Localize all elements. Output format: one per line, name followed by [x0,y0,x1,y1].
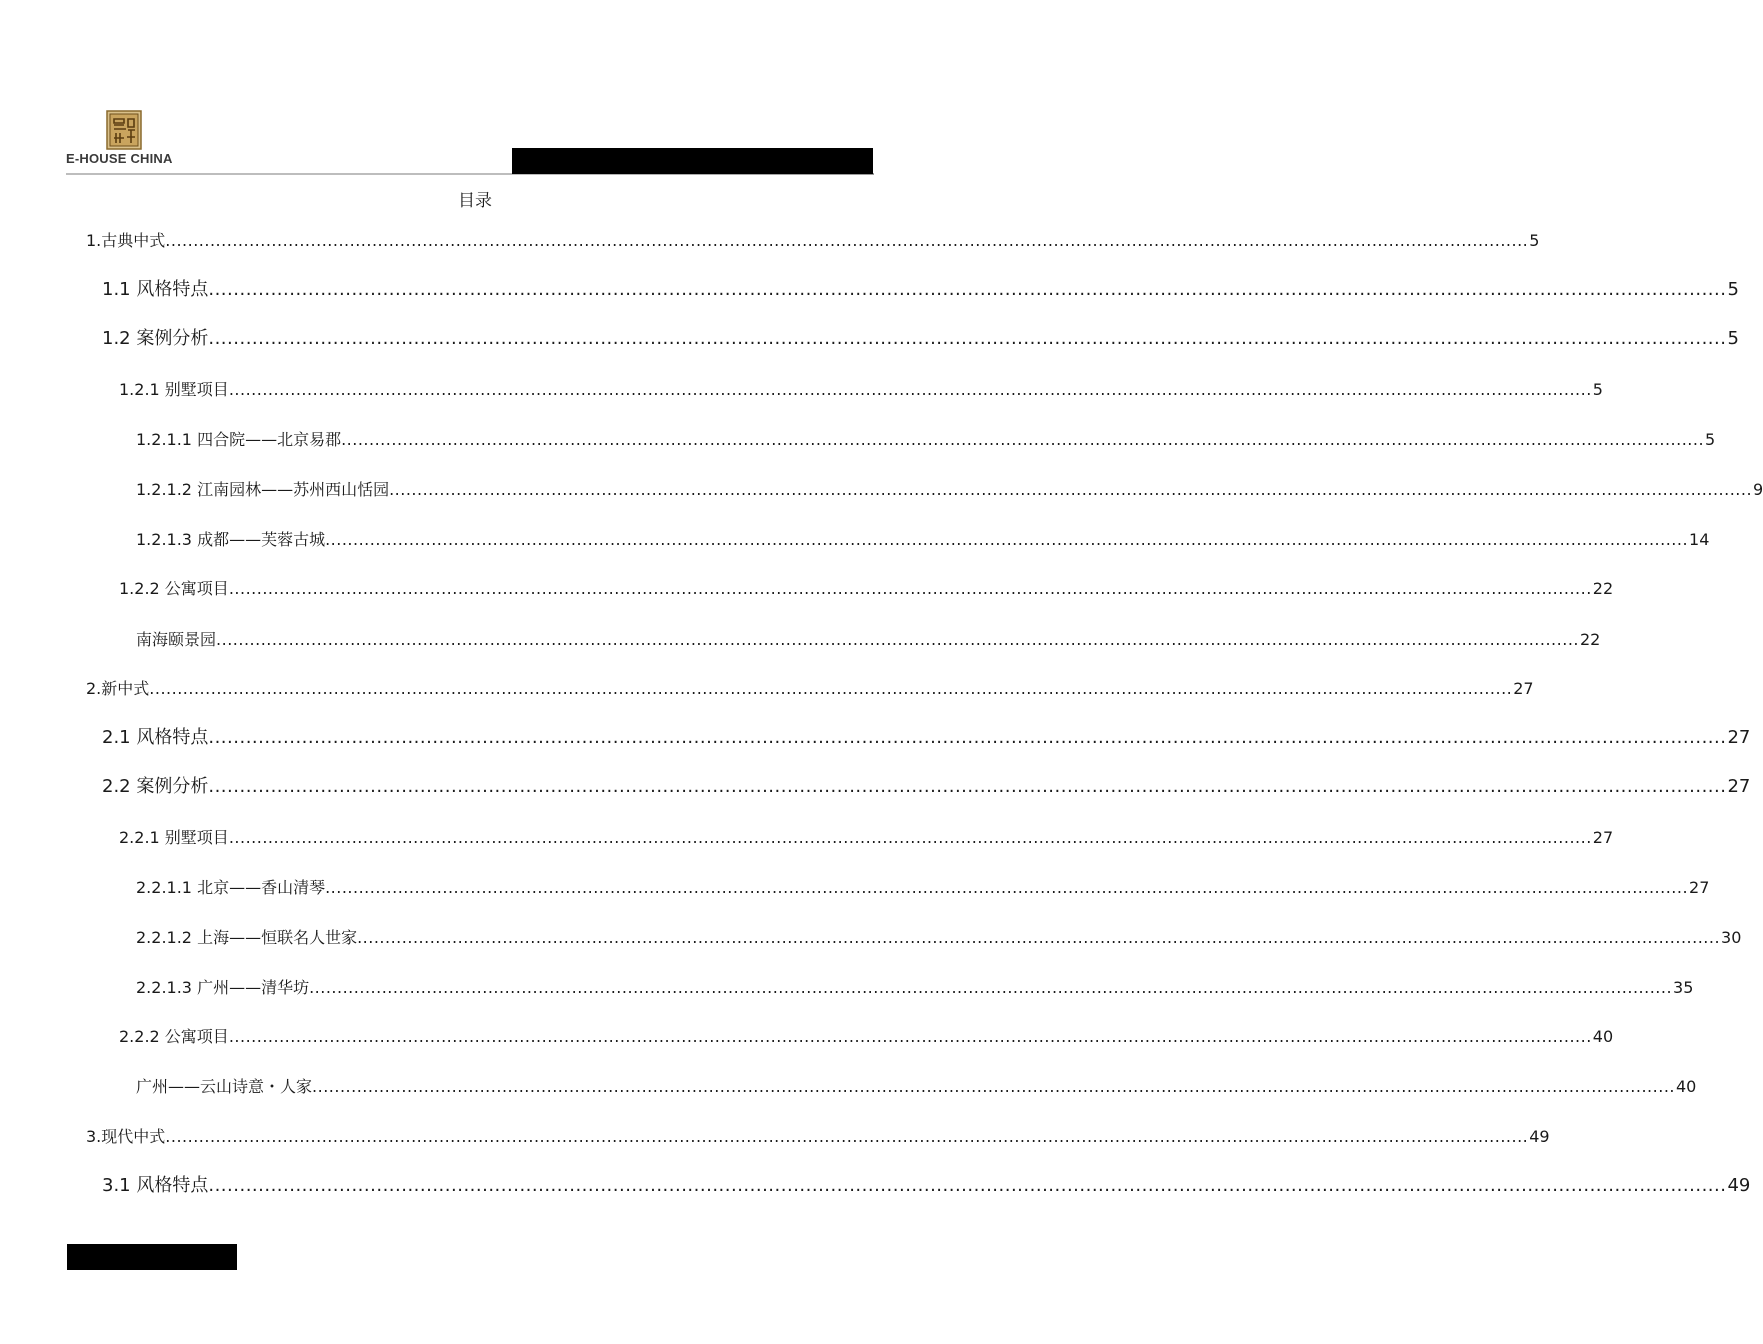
toc-entry-page: 14 [1689,530,1710,549]
toc-entry-label: 2.2.1 别墅项目 [119,828,229,847]
toc-entry[interactable] [102,326,1739,352]
toc-entry-page: 27 [1513,679,1534,698]
toc-entry[interactable] [136,527,1710,553]
toc-entry-page: 49 [1529,1127,1550,1146]
toc-leader-dots: .................................................................................................................................................................................................................................................... [312,1077,1675,1096]
toc-entry[interactable] [119,576,1614,602]
toc-entry-page: 5 [1727,328,1739,349]
toc-entry[interactable] [136,975,1694,1001]
toc-entry[interactable] [102,725,1751,751]
toc-entry[interactable] [102,277,1739,303]
logo-seal-icon [106,110,142,150]
toc-entry-label: 1.2.1.2 江南园林——苏州西山恬园 [136,480,390,499]
toc-entry-label: 1.2.1.3 成都——芙蓉古城 [136,530,326,549]
toc-leader-dots: .................................................................................................................................................................................................................................................... [208,727,1727,748]
toc-entry-page: 27 [1727,776,1751,797]
company-logo [66,110,196,170]
toc-leader-dots: .................................................................................................................................................................................................................................................... [389,480,1753,499]
toc-entry-label: 2.1 风格特点 [102,727,209,748]
toc-entry-label: 广州——云山诗意・人家 [136,1077,313,1096]
toc-entry[interactable] [102,774,1751,800]
toc-entry-label: 2.新中式 [86,679,150,698]
toc-leader-dots: .................................................................................................................................................................................................................................................... [165,231,1529,250]
toc-entry[interactable] [86,676,1534,702]
logo-text: E-HOUSE CHINA [66,151,173,166]
toc-leader-dots: .................................................................................................................................................................................................................................................... [208,1175,1727,1196]
toc-leader-dots: .................................................................................................................................................................................................................................................... [341,430,1705,449]
toc-leader-dots: .................................................................................................................................................................................................................................................... [309,978,1673,997]
toc-entry-label: 1.2.2 公寓项目 [119,579,229,598]
toc-entry[interactable] [136,1074,1697,1100]
toc-entry[interactable] [136,427,1716,453]
toc-entry[interactable] [136,875,1710,901]
toc-entry[interactable] [136,627,1601,653]
header-black-bar [512,148,873,174]
toc-leader-dots: .................................................................................................................................................................................................................................................... [325,530,1689,549]
toc-entry-page: 27 [1727,727,1751,748]
toc-entry[interactable] [102,1173,1751,1199]
toc-entry[interactable] [119,1024,1614,1050]
toc-leader-dots: .................................................................................................................................................................................................................................................... [357,928,1721,947]
toc-leader-dots: .................................................................................................................................................................................................................................................... [325,878,1689,897]
toc-entry-label: 1.2.1 别墅项目 [119,380,229,399]
toc-leader-dots: .................................................................................................................................................................................................................................................... [228,380,1592,399]
toc-entry-page: 22 [1592,579,1614,598]
toc-leader-dots: .................................................................................................................................................................................................................................................... [149,679,1513,698]
toc-entry-page: 27 [1592,828,1614,847]
toc-entry-label: 1.1 风格特点 [102,279,209,300]
toc-entry-label: 南海颐景园 [136,630,217,649]
toc-leader-dots: .................................................................................................................................................................................................................................................... [208,279,1727,300]
toc-entry-label: 3.1 风格特点 [102,1175,209,1196]
toc-entry-page: 35 [1673,978,1694,997]
toc-entry[interactable] [136,925,1742,951]
toc-entry[interactable] [86,1124,1550,1150]
toc-entry[interactable] [119,825,1614,851]
toc-leader-dots: .................................................................................................................................................................................................................................................... [208,328,1727,349]
toc-entry-page: 22 [1579,630,1601,649]
toc-entry[interactable] [136,477,1763,503]
toc-entry-page: 40 [1592,1027,1614,1046]
toc-entry-label: 1.古典中式 [86,231,166,250]
toc-leader-dots: .................................................................................................................................................................................................................................................... [165,1127,1529,1146]
toc-entry-label: 1.2 案例分析 [102,328,209,349]
toc-entry-label: 2.2.1.2 上海——恒联名人世家 [136,928,358,947]
toc-entry-label: 2.2.1.1 北京——香山清琴 [136,878,326,897]
toc-leader-dots: .................................................................................................................................................................................................................................................... [228,828,1592,847]
toc-entry-page: 30 [1721,928,1742,947]
toc-entry-page: 5 [1529,231,1540,250]
toc-leader-dots: .................................................................................................................................................................................................................................................... [216,630,1579,649]
toc-title: 目录 [458,191,492,211]
toc-leader-dots: .................................................................................................................................................................................................................................................... [228,1027,1592,1046]
toc-entry-label: 1.2.1.1 四合院——北京易郡 [136,430,342,449]
toc-entry-label: 2.2.1.3 广州——清华坊 [136,978,310,997]
toc-leader-dots: .................................................................................................................................................................................................................................................... [228,579,1592,598]
toc-entry-page: 5 [1727,279,1739,300]
toc-entry-label: 2.2 案例分析 [102,776,209,797]
toc-entry-label: 2.2.2 公寓项目 [119,1027,229,1046]
toc-entry-label: 3.现代中式 [86,1127,166,1146]
toc-entry-page: 40 [1675,1077,1697,1096]
toc-leader-dots: .................................................................................................................................................................................................................................................... [208,776,1727,797]
toc-entry-page: 27 [1689,878,1710,897]
toc-entry-page: 49 [1727,1175,1751,1196]
toc-entry-page: 5 [1705,430,1716,449]
toc-entry-page: 5 [1592,380,1603,399]
toc-entry[interactable] [119,377,1603,403]
footer-black-bar [67,1244,237,1270]
toc-entry[interactable] [86,228,1540,254]
toc-entry-page: 9 [1753,480,1763,499]
